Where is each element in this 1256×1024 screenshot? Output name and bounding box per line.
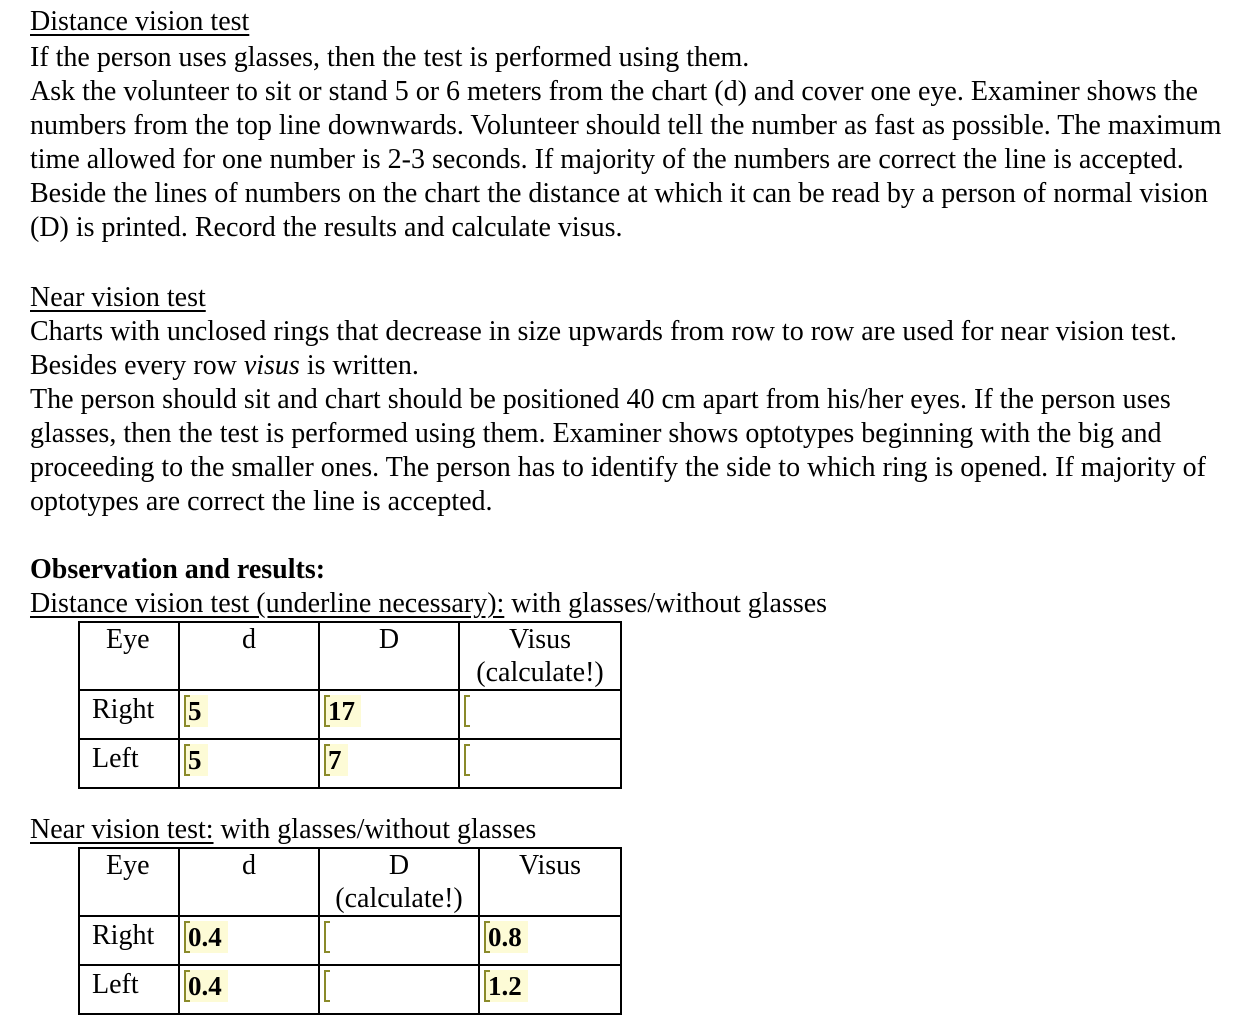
- table-row: [79, 965, 621, 1014]
- observation-heading: Observation and results:: [30, 554, 326, 585]
- header-visus: [459, 622, 621, 690]
- d-cell: [179, 916, 319, 965]
- near-section-title: Near vision test: [30, 282, 206, 313]
- D-input-field[interactable]: [324, 744, 348, 776]
- D-cell: [319, 690, 459, 739]
- visus-cell: [459, 690, 621, 739]
- d-value: 5: [188, 696, 202, 726]
- d-input-field[interactable]: [184, 744, 208, 776]
- D-input-field[interactable]: [324, 970, 348, 1002]
- near-para-2: The person should sit and chart should be positioned 40 cm apart from his/her eyes. If the person uses glasses, then the test is performed using them. Examiner shows optotypes beginning with the big and proceeding to the smaller ones. The person has to identify the side to which ring is opened. If majority of optotypes are correct the line is accepted.: [30, 384, 1206, 517]
- d-input-field[interactable]: [184, 695, 208, 727]
- visus-value: 1.2: [488, 971, 522, 1001]
- table-header-row: [79, 848, 621, 916]
- visus-input-field[interactable]: [484, 921, 528, 953]
- D-value: 7: [328, 745, 342, 775]
- distance-para-2: Ask the volunteer to sit or stand 5 or 6 meters from the chart (d) and cover one eye. Examiner shows the numbers from the top line downwards. Volunteer should tell the number as fast as possible. The maximum time allowed for one number is 2-3 seconds. If majority of the numbers are correct the line is accepted. Beside the lines of numbers on the chart the distance at which it can be read by a person of normal vision (D) is printed. Record the results and calculate visus.: [30, 76, 1222, 243]
- header-eye: Eye: [79, 622, 179, 690]
- header-eye: Eye: [79, 848, 179, 916]
- distance-results-table: [78, 621, 622, 789]
- eye-cell: Left: [79, 965, 179, 1014]
- distance-section-title: Distance vision test: [30, 6, 250, 37]
- near-para-1-text-a: Charts with unclosed rings that decrease in size upwards from row to row are used for near vision test. Besides every row: [30, 316, 1177, 381]
- eye-cell: Right: [79, 690, 179, 739]
- d-cell: [179, 965, 319, 1014]
- D-input-field[interactable]: [324, 921, 348, 953]
- visus-input-field[interactable]: [484, 970, 528, 1002]
- D-cell: [319, 916, 479, 965]
- D-input-field[interactable]: [324, 695, 361, 727]
- d-value: 0.4: [188, 922, 222, 952]
- table-row: [79, 690, 621, 739]
- distance-caption: [30, 587, 1228, 621]
- d-cell: [179, 690, 319, 739]
- visus-cell: [459, 739, 621, 788]
- near-results-table: [78, 847, 622, 1015]
- header-D: [319, 848, 479, 916]
- near-caption-rest: with glasses/without glasses: [213, 814, 537, 845]
- D-value: 17: [328, 696, 355, 726]
- distance-caption-rest: with glasses/without glasses: [504, 588, 828, 619]
- near-para-1-text-b: is written.: [299, 350, 419, 381]
- near-para-1: [30, 315, 1228, 383]
- header-D-label: D: [388, 850, 410, 881]
- near-caption-underlined: Near vision test:: [30, 814, 214, 845]
- table-header-row: [79, 622, 621, 690]
- header-d: d: [179, 848, 319, 916]
- distance-caption-underlined: Distance vision test (underline necessary):: [30, 588, 505, 619]
- visus-cell: [479, 965, 621, 1014]
- D-cell: [319, 739, 459, 788]
- header-visus-note: (calculate!): [476, 657, 604, 688]
- d-cell: [179, 739, 319, 788]
- visus-input-field[interactable]: [464, 744, 488, 776]
- d-input-field[interactable]: [184, 970, 228, 1002]
- table-row: [79, 916, 621, 965]
- header-D-note: (calculate!): [335, 883, 463, 914]
- header-d: d: [179, 622, 319, 690]
- near-caption: [30, 813, 1228, 847]
- d-value: 5: [188, 745, 202, 775]
- visus-value: 0.8: [488, 922, 522, 952]
- d-value: 0.4: [188, 971, 222, 1001]
- near-para-1-italic: visus: [243, 350, 300, 381]
- header-visus-label: Visus: [508, 624, 572, 655]
- header-D: D: [319, 622, 459, 690]
- visus-input-field[interactable]: [464, 695, 488, 727]
- distance-para-1: If the person uses glasses, then the test is performed using them.: [30, 42, 750, 73]
- D-cell: [319, 965, 479, 1014]
- header-visus: Visus: [479, 848, 621, 916]
- eye-cell: Left: [79, 739, 179, 788]
- visus-cell: [479, 916, 621, 965]
- eye-cell: Right: [79, 916, 179, 965]
- d-input-field[interactable]: [184, 921, 228, 953]
- table-row: [79, 739, 621, 788]
